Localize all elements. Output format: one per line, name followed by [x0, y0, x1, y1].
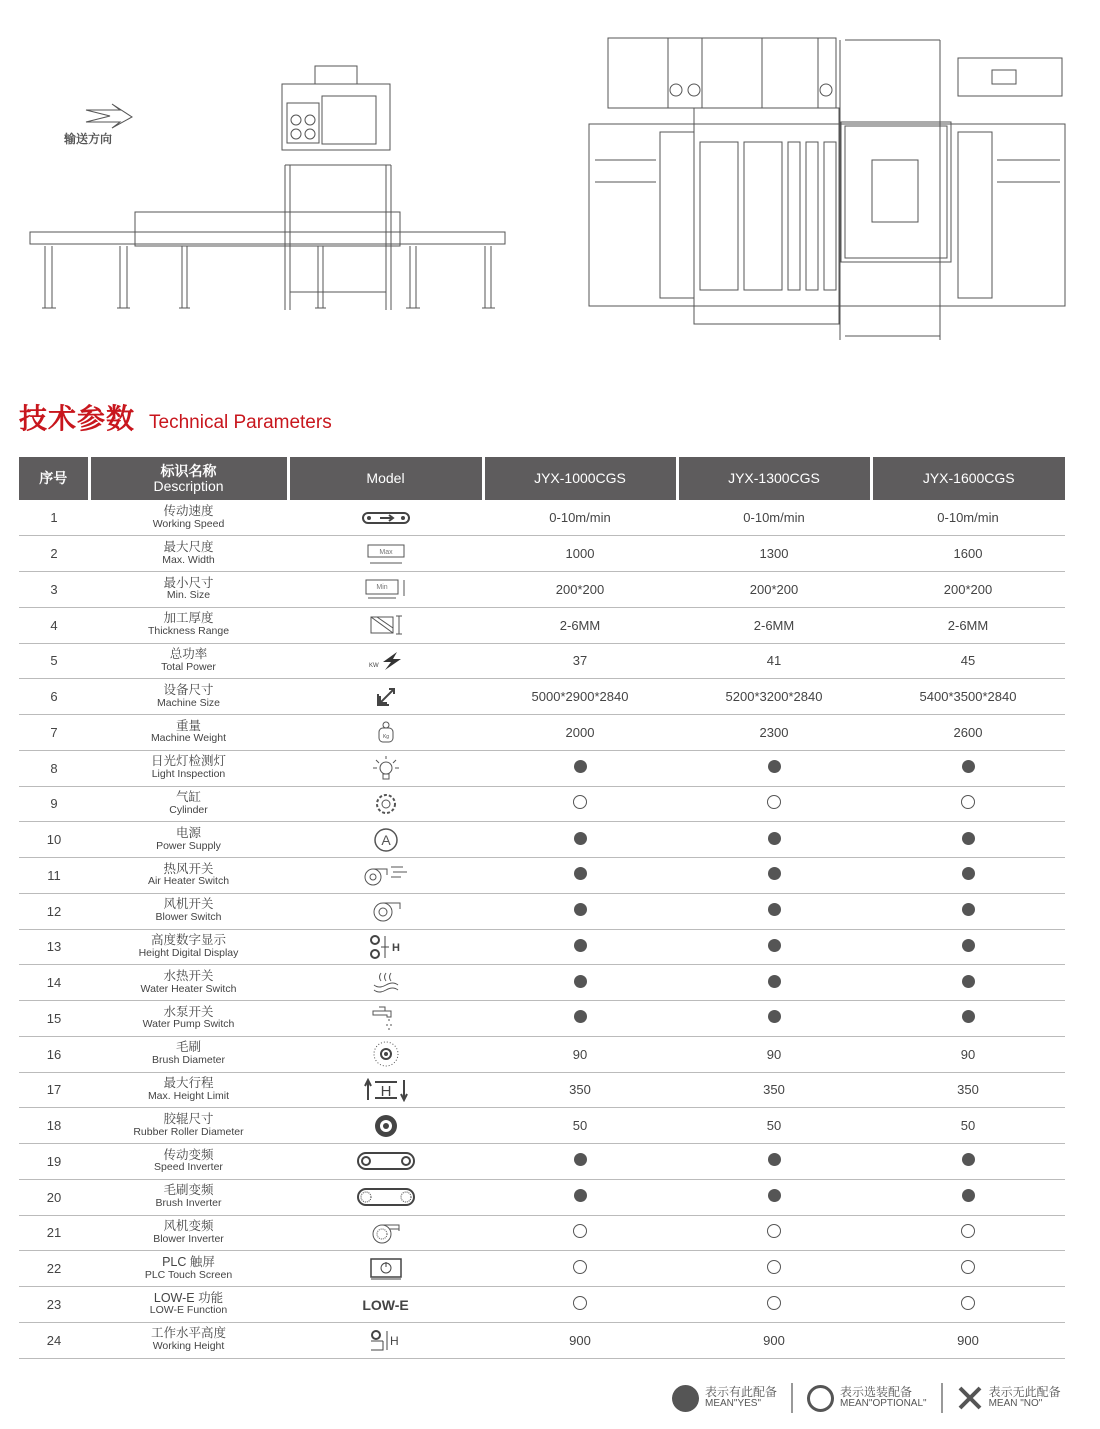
row-no: 16: [19, 1036, 89, 1072]
value-optional: [871, 1287, 1065, 1323]
row-model-icon: [288, 1287, 483, 1323]
value-yes: [871, 893, 1065, 929]
value-yes: [871, 1179, 1065, 1215]
light-bulb-icon: [371, 755, 401, 781]
value-cell: 37: [483, 643, 677, 679]
value-optional: [483, 1287, 677, 1323]
hollow-circle-icon: [961, 1260, 975, 1274]
blower-icon: [370, 899, 402, 923]
table-row: [19, 893, 1065, 929]
filled-circle-icon: [574, 939, 587, 952]
value-cell: 90: [483, 1036, 677, 1072]
value-optional: [677, 1215, 871, 1251]
row-model-icon: [288, 1001, 483, 1037]
value-cell: 90: [677, 1036, 871, 1072]
filled-circle-icon: [574, 832, 587, 845]
hollow-circle-icon: [767, 1260, 781, 1274]
row-no: 14: [19, 965, 89, 1001]
value-cell: 45: [871, 643, 1065, 679]
filled-circle-icon: [962, 975, 975, 988]
row-model-icon: [288, 643, 483, 679]
value-optional: [677, 1287, 871, 1323]
table-row: [19, 679, 1065, 715]
value-cell: 2300: [677, 715, 871, 751]
value-yes: [871, 929, 1065, 965]
value-yes: [677, 750, 871, 786]
hollow-circle-icon: [961, 1224, 975, 1238]
filled-circle-icon: [768, 903, 781, 916]
row-description: 电源 Power Supply: [89, 822, 288, 858]
filled-circle-icon: [962, 903, 975, 916]
value-optional: [871, 1251, 1065, 1287]
row-description: 设备尺寸 Machine Size: [89, 679, 288, 715]
header-model: Model: [288, 457, 483, 500]
legend-no: 表示无此配备 MEAN "NO": [957, 1385, 1061, 1411]
value-yes: [483, 858, 677, 894]
value-cell: 50: [483, 1108, 677, 1144]
title-cn: 技术参数: [19, 403, 136, 434]
table-row: [19, 500, 1065, 536]
row-description: 重量 Machine Weight: [89, 715, 288, 751]
value-yes: [677, 822, 871, 858]
table-row: [19, 572, 1065, 608]
hollow-circle-icon: [573, 1224, 587, 1238]
row-model-icon: [288, 1036, 483, 1072]
value-cell: 1300: [677, 536, 871, 572]
water-pump-icon: [371, 1005, 401, 1031]
row-model-icon: [288, 1251, 483, 1287]
value-yes: [483, 750, 677, 786]
row-no: 17: [19, 1072, 89, 1108]
row-no: 12: [19, 893, 89, 929]
row-no: 18: [19, 1108, 89, 1144]
value-optional: [483, 786, 677, 822]
filled-circle-icon: [768, 832, 781, 845]
svg-text:Kg: Kg: [382, 734, 389, 741]
filled-circle-icon: [962, 939, 975, 952]
value-yes: [871, 822, 1065, 858]
value-cell: 0-10m/min: [483, 500, 677, 536]
value-yes: [677, 1179, 871, 1215]
row-model-icon: [288, 1179, 483, 1215]
hollow-circle-icon: [767, 1224, 781, 1238]
lowe-text-icon: LOW-E: [362, 1296, 409, 1313]
filled-circle-icon: [574, 867, 587, 880]
ampere-icon: [373, 827, 399, 853]
conveying-direction-label: 输送方向: [64, 132, 113, 146]
svg-text:Max: Max: [378, 548, 393, 556]
filled-circle-icon: [574, 1189, 587, 1202]
parameters-table: [19, 457, 1065, 1359]
filled-circle-icon: [574, 1010, 587, 1023]
value-cell: 900: [677, 1322, 871, 1358]
row-description: 水热开关 Water Heater Switch: [89, 965, 288, 1001]
row-model-icon: [288, 1072, 483, 1108]
value-cell: 350: [677, 1072, 871, 1108]
air-heater-icon: [363, 863, 409, 887]
value-yes: [677, 965, 871, 1001]
legend: [672, 1383, 1061, 1413]
svg-text:A: A: [380, 831, 391, 848]
touch-screen-icon: [369, 1257, 403, 1281]
row-description: 气缸 Cylinder: [89, 786, 288, 822]
table-row: [19, 643, 1065, 679]
table-row: [19, 1251, 1065, 1287]
row-description: 风机开关 Blower Switch: [89, 893, 288, 929]
filled-circle-icon: [768, 1189, 781, 1202]
value-yes: [483, 1179, 677, 1215]
row-description: 传动变频 Speed Inverter: [89, 1144, 288, 1180]
value-optional: [677, 1251, 871, 1287]
value-cell: 50: [677, 1108, 871, 1144]
value-cell: 200*200: [483, 572, 677, 608]
row-no: 10: [19, 822, 89, 858]
row-description: 总功率 Total Power: [89, 643, 288, 679]
svg-text:H: H: [391, 941, 400, 954]
row-no: 13: [19, 929, 89, 965]
gear-icon: [374, 792, 398, 816]
filled-circle-icon: [962, 1189, 975, 1202]
value-cell: 200*200: [871, 572, 1065, 608]
hollow-circle-icon: [767, 795, 781, 809]
hollow-circle-icon: [573, 1260, 587, 1274]
row-model-icon: [288, 965, 483, 1001]
row-no: 11: [19, 858, 89, 894]
row-no: 3: [19, 572, 89, 608]
row-no: 9: [19, 786, 89, 822]
value-cell: 5200*3200*2840: [677, 679, 871, 715]
row-description: 水泵开关 Water Pump Switch: [89, 1001, 288, 1037]
row-description: 高度数字显示 Height Digital Display: [89, 929, 288, 965]
value-cell: 200*200: [677, 572, 871, 608]
row-no: 1: [19, 500, 89, 536]
row-no: 23: [19, 1287, 89, 1323]
value-optional: [871, 1215, 1065, 1251]
hollow-circle-icon: [767, 1296, 781, 1310]
value-cell: 0-10m/min: [677, 500, 871, 536]
speed-inverter-icon: [357, 1151, 415, 1171]
row-model-icon: [288, 1108, 483, 1144]
filled-circle-icon: [768, 1010, 781, 1023]
filled-circle-icon: [768, 939, 781, 952]
row-no: 8: [19, 750, 89, 786]
svg-text:Min: Min: [375, 584, 388, 592]
value-yes: [871, 858, 1065, 894]
table-header: [19, 457, 1065, 500]
filled-circle-icon: [768, 1153, 781, 1166]
row-model-icon: [288, 822, 483, 858]
value-cell: 2-6MM: [871, 607, 1065, 643]
value-cell: 90: [871, 1036, 1065, 1072]
hollow-circle-icon: [573, 795, 587, 809]
row-description: 毛刷 Brush Diameter: [89, 1036, 288, 1072]
row-no: 7: [19, 715, 89, 751]
row-description: 工作水平高度 Working Height: [89, 1322, 288, 1358]
value-cell: 5000*2900*2840: [483, 679, 677, 715]
value-optional: [483, 1251, 677, 1287]
value-yes: [483, 893, 677, 929]
side-view-drawing: [30, 66, 505, 310]
value-yes: [871, 965, 1065, 1001]
row-no: 21: [19, 1215, 89, 1251]
row-model-icon: [288, 750, 483, 786]
value-yes: [871, 1001, 1065, 1037]
value-optional: [871, 786, 1065, 822]
table-row: [19, 1287, 1065, 1323]
table-row: [19, 1036, 1065, 1072]
table-row: [19, 1001, 1065, 1037]
value-yes: [677, 1001, 871, 1037]
row-model-icon: [288, 679, 483, 715]
brush-icon: [372, 1040, 400, 1068]
title-en: Technical Parameters: [149, 412, 332, 433]
filled-circle-icon: [962, 760, 975, 773]
legend-yes: 表示有此配备 MEAN"YES": [672, 1385, 777, 1412]
max-width-icon: [366, 542, 406, 566]
filled-circle-icon: [962, 1153, 975, 1166]
machine-drawings: [0, 0, 1100, 360]
roller-icon: [373, 1113, 399, 1139]
filled-circle-icon: [962, 832, 975, 845]
value-optional: [483, 1215, 677, 1251]
filled-circle-icon: [574, 760, 587, 773]
filled-circle-icon: [962, 867, 975, 880]
row-description: 胶辊尺寸 Rubber Roller Diameter: [89, 1108, 288, 1144]
header-description: 标识名称 Description: [89, 457, 288, 500]
row-model-icon: [288, 1322, 483, 1358]
row-model-icon: [288, 572, 483, 608]
min-size-icon: [364, 577, 408, 601]
value-cell: 1000: [483, 536, 677, 572]
value-yes: [483, 1001, 677, 1037]
cross-icon: [957, 1385, 983, 1411]
svg-text:KW: KW: [368, 662, 379, 669]
row-description: 最大行程 Max. Height Limit: [89, 1072, 288, 1108]
row-model-icon: [288, 500, 483, 536]
direction-arrow-icon: [86, 104, 132, 128]
value-cell: 2-6MM: [677, 607, 871, 643]
value-optional: [677, 786, 871, 822]
row-description: LOW-E 功能 LOW-E Function: [89, 1287, 288, 1323]
row-description: 加工厚度 Thickness Range: [89, 607, 288, 643]
table-row: [19, 965, 1065, 1001]
row-no: 4: [19, 607, 89, 643]
filled-circle-icon: [768, 975, 781, 988]
value-cell: 900: [483, 1322, 677, 1358]
power-bolt-icon: [369, 651, 403, 671]
hollow-circle-icon: [961, 1296, 975, 1310]
row-model-icon: [288, 1215, 483, 1251]
table-row: [19, 1322, 1065, 1358]
row-no: 6: [19, 679, 89, 715]
value-yes: [871, 750, 1065, 786]
row-description: 最大尺度 Max. Width: [89, 536, 288, 572]
value-yes: [483, 822, 677, 858]
value-yes: [677, 929, 871, 965]
value-cell: 350: [871, 1072, 1065, 1108]
filled-circle-icon: [768, 867, 781, 880]
row-no: 2: [19, 536, 89, 572]
row-no: 22: [19, 1251, 89, 1287]
row-no: 19: [19, 1144, 89, 1180]
conveyor-speed-icon: [362, 511, 410, 525]
header-model-1300: JYX-1300CGS: [677, 457, 871, 500]
thickness-icon: [369, 614, 403, 636]
row-model-icon: [288, 715, 483, 751]
value-cell: 0-10m/min: [871, 500, 1065, 536]
row-model-icon: [288, 929, 483, 965]
table-row: [19, 858, 1065, 894]
table-row: [19, 1144, 1065, 1180]
working-height-icon: [369, 1328, 403, 1352]
resize-arrow-icon: [375, 686, 397, 708]
blower-inverter-icon: [369, 1221, 403, 1245]
value-cell: 5400*3500*2840: [871, 679, 1065, 715]
hollow-circle-icon: [961, 795, 975, 809]
header-no: 序号: [19, 457, 89, 500]
value-cell: 2600: [871, 715, 1065, 751]
weight-icon: [376, 721, 396, 743]
row-model-icon: [288, 536, 483, 572]
value-cell: 50: [871, 1108, 1065, 1144]
row-model-icon: [288, 1144, 483, 1180]
row-no: 15: [19, 1001, 89, 1037]
row-model-icon: [288, 786, 483, 822]
divider: [791, 1383, 793, 1413]
filled-circle-icon: [768, 760, 781, 773]
table-row: [19, 1215, 1065, 1251]
row-model-icon: [288, 607, 483, 643]
value-cell: 900: [871, 1322, 1065, 1358]
value-cell: 1600: [871, 536, 1065, 572]
header-model-1600: JYX-1600CGS: [871, 457, 1065, 500]
svg-text:H: H: [380, 1082, 391, 1100]
value-yes: [483, 965, 677, 1001]
row-description: PLC 触屏 PLC Touch Screen: [89, 1251, 288, 1287]
water-heater-icon: [372, 971, 400, 995]
table-row: [19, 929, 1065, 965]
legend-optional: 表示选装配备 MEAN"OPTIONAL": [807, 1385, 927, 1412]
value-yes: [483, 1144, 677, 1180]
value-cell: 2-6MM: [483, 607, 677, 643]
value-yes: [677, 858, 871, 894]
value-cell: 41: [677, 643, 871, 679]
height-limit-icon: [363, 1078, 409, 1102]
row-description: 最小尺寸 Min. Size: [89, 572, 288, 608]
value-yes: [677, 1144, 871, 1180]
row-no: 5: [19, 643, 89, 679]
hollow-circle-icon: [807, 1385, 834, 1412]
table-row: [19, 715, 1065, 751]
table-row: [19, 786, 1065, 822]
table-row: [19, 1108, 1065, 1144]
section-title: [19, 404, 332, 435]
filled-circle-icon: [962, 1010, 975, 1023]
height-display-icon: [369, 934, 403, 960]
brush-inverter-icon: [357, 1187, 415, 1207]
row-description: 热风开关 Air Heater Switch: [89, 858, 288, 894]
filled-circle-icon: [574, 975, 587, 988]
row-description: 日光灯检测灯 Light Inspection: [89, 750, 288, 786]
filled-circle-icon: [574, 903, 587, 916]
header-model-1000: JYX-1000CGS: [483, 457, 677, 500]
filled-circle-icon: [574, 1153, 587, 1166]
value-cell: 2000: [483, 715, 677, 751]
row-description: 毛刷变频 Brush Inverter: [89, 1179, 288, 1215]
row-description: 风机变频 Blower Inverter: [89, 1215, 288, 1251]
row-no: 20: [19, 1179, 89, 1215]
filled-circle-icon: [672, 1385, 699, 1412]
table-row: [19, 750, 1065, 786]
row-description: 传动速度 Working Speed: [89, 500, 288, 536]
value-yes: [677, 893, 871, 929]
row-model-icon: [288, 893, 483, 929]
value-cell: 350: [483, 1072, 677, 1108]
table-row: [19, 1179, 1065, 1215]
table-row: [19, 536, 1065, 572]
row-model-icon: [288, 858, 483, 894]
value-yes: [871, 1144, 1065, 1180]
row-no: 24: [19, 1322, 89, 1358]
divider: [941, 1383, 943, 1413]
table-row: [19, 607, 1065, 643]
table-row: [19, 1072, 1065, 1108]
hollow-circle-icon: [573, 1296, 587, 1310]
top-view-drawing: [589, 38, 1065, 340]
value-yes: [483, 929, 677, 965]
table-row: [19, 822, 1065, 858]
svg-text:H: H: [389, 1334, 399, 1349]
